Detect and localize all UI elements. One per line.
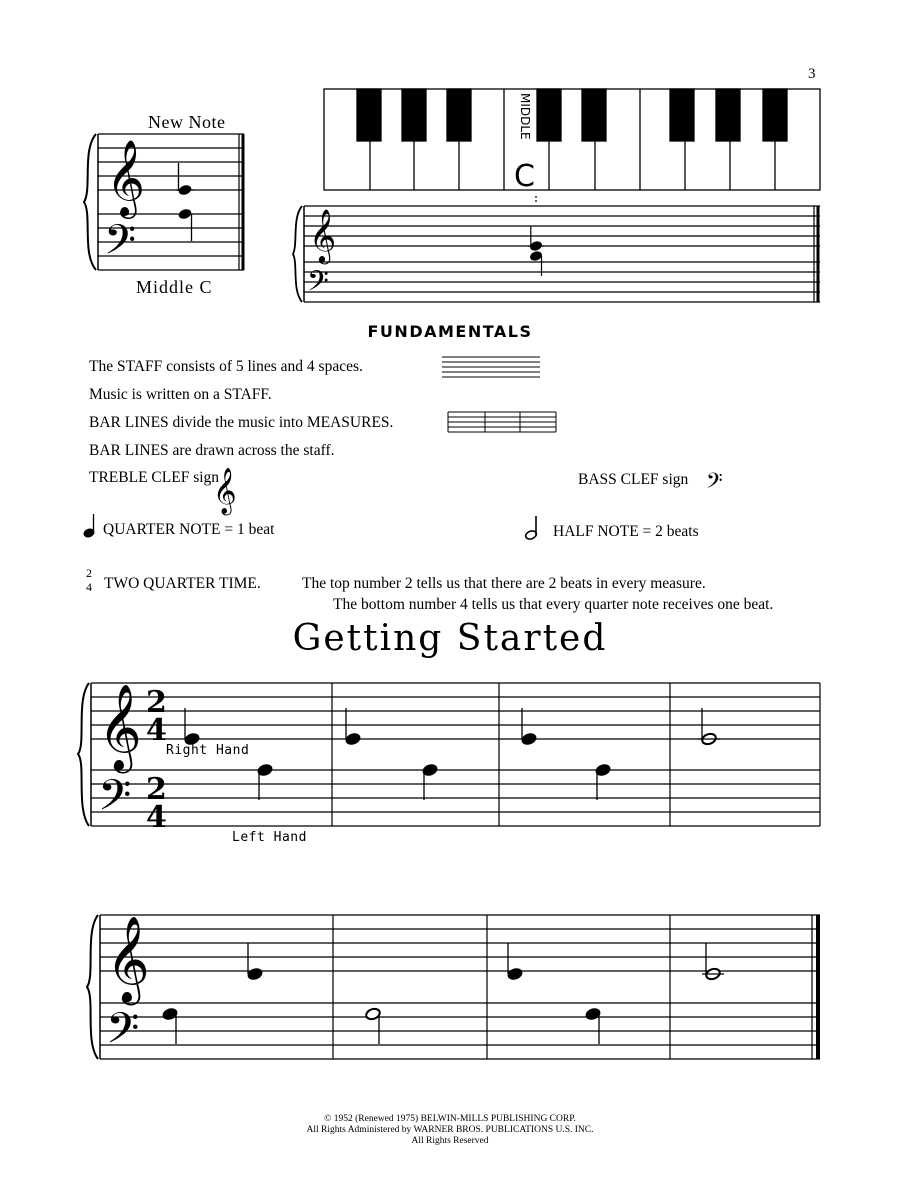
half-note (702, 943, 724, 981)
system-1-notes (184, 708, 720, 800)
bottom-number-explanation: The bottom number 4 tells us that every quarter note receives one beat. (333, 596, 774, 613)
quarter-note (585, 1007, 601, 1044)
time-signature-bottom: 4 (146, 713, 167, 748)
time-signature-top: 2 (146, 772, 167, 807)
quarter-note (595, 763, 611, 800)
brace (84, 134, 96, 270)
staff-definition: The STAFF consists of 5 lines and 4 spaces. (89, 358, 363, 375)
right-hand-label: Right Hand (166, 743, 250, 758)
copyright-line: All Rights Administered by WARNER BROS. PUBLICATIONS U.S. INC. (306, 1125, 594, 1135)
treble-clef-icon: 𝄞 (309, 208, 337, 262)
piece-title: Getting Started (292, 618, 608, 659)
two-quarter-time: TWO QUARTER TIME. (104, 575, 261, 592)
quarter-note (345, 708, 361, 746)
time-signature-top: 2 (146, 685, 167, 720)
half-note-text: HALF NOTE = 2 beats (553, 523, 699, 540)
copyright-notice (0, 1114, 900, 1147)
half-note (698, 708, 720, 746)
page-number: 3 (808, 66, 816, 82)
quarter-note (507, 943, 523, 981)
bass-clef-icon: 𝄢 (106, 1004, 140, 1064)
top-number-explanation: The top number 2 tells us that there are 2 beats in every measure. (302, 575, 706, 592)
new-note-treble-c (176, 163, 194, 196)
time-sig-top-small: 2 (86, 566, 92, 580)
system-2 (87, 915, 820, 1059)
quarter-note (422, 763, 438, 800)
quarter-note (247, 943, 263, 981)
barlines-drawn: BAR LINES are drawn across the staff. (89, 442, 335, 459)
keyboard-middle-marker: MIDDLE (518, 93, 532, 140)
bar-lines-staff-icon (448, 412, 556, 432)
keyboard-c-marker: C (514, 159, 535, 194)
keyboard-middle-c-notes (528, 226, 544, 276)
quarter-note-text: QUARTER NOTE = 1 beat (103, 521, 275, 538)
quarter-note-icon (83, 514, 95, 538)
fundamentals-title: FUNDAMENTALS (367, 322, 533, 341)
five-line-staff-icon (442, 357, 540, 377)
quarter-note (521, 708, 537, 746)
treble-clef-icon: 𝄞 (106, 916, 150, 1002)
staff-written: Music is written on a STAFF. (89, 386, 272, 403)
treble-clef-sign-icon: 𝄞 (213, 468, 237, 514)
copyright-line: All Rights Reserved (411, 1136, 489, 1146)
new-note-label: New Note (148, 112, 226, 132)
half-note (365, 1007, 381, 1044)
bass-clef-text: BASS CLEF sign (578, 471, 689, 488)
quarter-note (162, 1007, 178, 1044)
quarter-note (257, 763, 273, 800)
system-2-notes (162, 943, 724, 1044)
half-note-icon (525, 516, 538, 540)
new-note-bass-c (177, 208, 192, 241)
keyboard-grand-staff (293, 196, 820, 302)
piano-keyboard (324, 89, 820, 190)
bass-clef-icon: 𝄢 (307, 265, 329, 305)
left-hand-label: Left Hand (232, 830, 307, 845)
time-signature-bottom: 4 (146, 800, 167, 835)
treble-clef-icon: 𝄞 (98, 684, 142, 770)
bass-clef-sign-icon: 𝄢 (706, 469, 723, 499)
treble-clef-text: TREBLE CLEF sign (89, 469, 220, 486)
bass-clef-icon: 𝄢 (104, 216, 137, 274)
barlines-divide: BAR LINES divide the music into MEASURES. (89, 414, 394, 431)
treble-clef-icon: 𝄞 (106, 139, 146, 216)
quarter-note (184, 708, 200, 746)
copyright-line: © 1952 (Renewed 1975) BELWIN-MILLS PUBLISHING CORP. (324, 1114, 576, 1124)
bass-clef-icon: 𝄢 (98, 771, 132, 831)
time-sig-bottom-small: 4 (86, 580, 92, 594)
middle-c-label: Middle C (136, 277, 213, 297)
